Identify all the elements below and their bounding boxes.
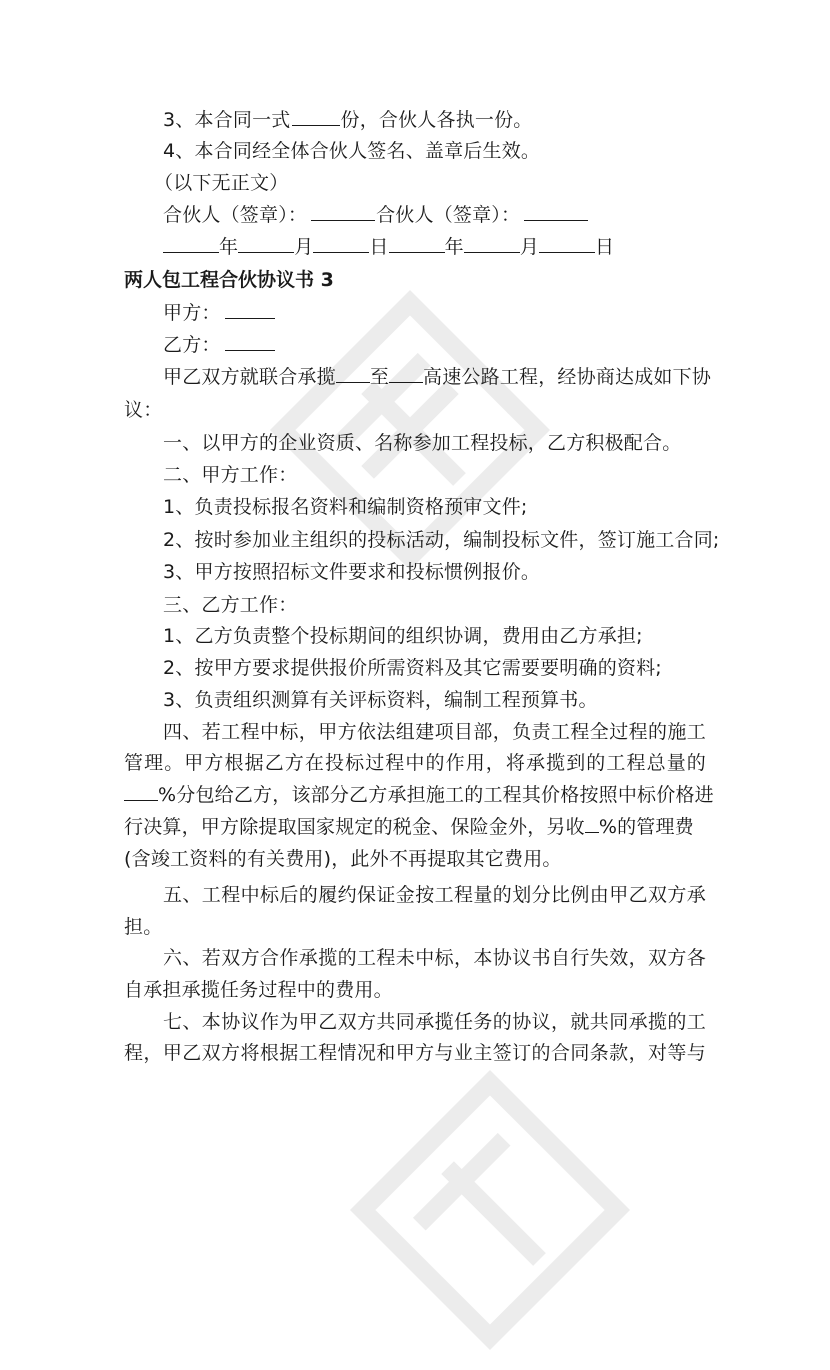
clause-1: 一、以甲方的企业资质、名称参加工程投标，乙方积极配合。 (163, 432, 682, 454)
party-b-row (163, 329, 706, 361)
clause-4-line (124, 779, 714, 811)
management-fee-blank (585, 814, 599, 833)
clause-2-item: 1、负责投标报名资料和编制资格预审文件; (163, 496, 528, 518)
clause-5-line: 五、工程中标后的履约保证金按工程量的划分比例由甲乙双方承 (163, 884, 706, 906)
document-title: 两人包工程合伙协议书 3 (124, 269, 334, 291)
clause-text: 份，合伙人各执一份。 (340, 109, 533, 131)
clause-4-line: (含竣工资料的有关费用)，此外不再提取其它费用。 (124, 848, 562, 870)
signature-row (163, 199, 706, 231)
party-b-label: 乙方： (163, 334, 221, 356)
clause-3-heading: 三、乙方工作： (163, 594, 298, 616)
clause-7-line: 七、本协议作为甲乙双方共同承揽任务的协议，就共同承揽的工 (163, 1011, 706, 1033)
clause-copies (163, 104, 706, 136)
clause-5-line: 担。 (124, 916, 163, 938)
clause-3-item: 1、乙方负责整个投标期间的组织协调，费用由乙方承担; (163, 625, 643, 647)
signature-label: 合伙人（签章）： (163, 204, 308, 226)
month-blank (464, 234, 520, 253)
clause-3-item: 2、按甲方要求提供报价所需资料及其它需要要明确的资料; (163, 657, 662, 679)
clause-text: 行决算，甲方除提取国家规定的税金、保险金外，另收 (124, 816, 585, 838)
clause-6-line: 六、若双方合作承揽的工程未中标，本协议书自行失效，双方各 (163, 947, 706, 969)
date-label: 日 (369, 236, 389, 258)
clause-effective: 4、本合同经全体合伙人签名、盖章后生效。 (163, 140, 541, 162)
clause-2-heading: 二、甲方工作： (163, 464, 298, 486)
clause-6-line: 自承担承揽任务过程中的费用。 (124, 979, 393, 1001)
clause-4-line: 四、若工程中标，甲方依法组建项目部，负责工程全过程的施工 (163, 721, 706, 743)
date-row (163, 231, 706, 263)
clause-4-line (124, 811, 706, 843)
intro-text: 高速公路工程，经协商达成如下协 (423, 366, 712, 388)
party-a-row (163, 297, 706, 329)
subcontract-percent-blank (124, 782, 158, 801)
party-a-blank (225, 300, 275, 319)
year-blank (389, 234, 445, 253)
intro-text: 甲乙双方就联合承揽 (163, 366, 336, 388)
clause-2-item: 2、按时参加业主组织的投标活动，编制投标文件，签订施工合同; (163, 529, 720, 551)
clause-2-item: 3、甲方按照招标文件要求和投标惯例报价。 (163, 561, 541, 583)
year-blank (163, 234, 219, 253)
party-b-blank (225, 332, 275, 351)
clause-text: 3、本合同一式 (163, 109, 291, 131)
date-label: 年 (219, 236, 239, 258)
route-end-blank (389, 364, 423, 383)
day-blank (539, 234, 595, 253)
month-blank (238, 234, 294, 253)
watermark-icon (330, 1050, 650, 1370)
clause-4-line: 管理。甲方根据乙方在投标过程中的作用，将承揽到的工程总量的 (124, 752, 706, 774)
signature-label: 合伙人（签章）： (376, 204, 521, 226)
date-label: 年 (444, 236, 464, 258)
intro-paragraph-line1 (163, 361, 712, 393)
date-label: 月 (294, 236, 314, 258)
day-blank (313, 234, 369, 253)
route-start-blank (336, 364, 370, 383)
date-label: 月 (519, 236, 540, 258)
signature-blank (524, 202, 588, 221)
clause-7-line: 程，甲乙双方将根据工程情况和甲方与业主签订的合同条款，对等与 (124, 1042, 706, 1064)
date-label: 日 (595, 236, 615, 258)
clause-3-item: 3、负责组织测算有关评标资料，编制工程预算书。 (163, 689, 598, 711)
intro-text: 至 (369, 366, 390, 388)
clause-text: %分包给乙方，该部分乙方承担施工的工程其价格按照中标价格进 (158, 784, 714, 806)
copies-blank (292, 107, 340, 126)
clause-text: %的管理费 (598, 816, 694, 838)
party-a-label: 甲方： (163, 302, 221, 324)
intro-paragraph-line2: 议： (124, 399, 163, 421)
signature-blank (311, 202, 375, 221)
no-more-text-note: （以下无正文） (154, 172, 289, 194)
